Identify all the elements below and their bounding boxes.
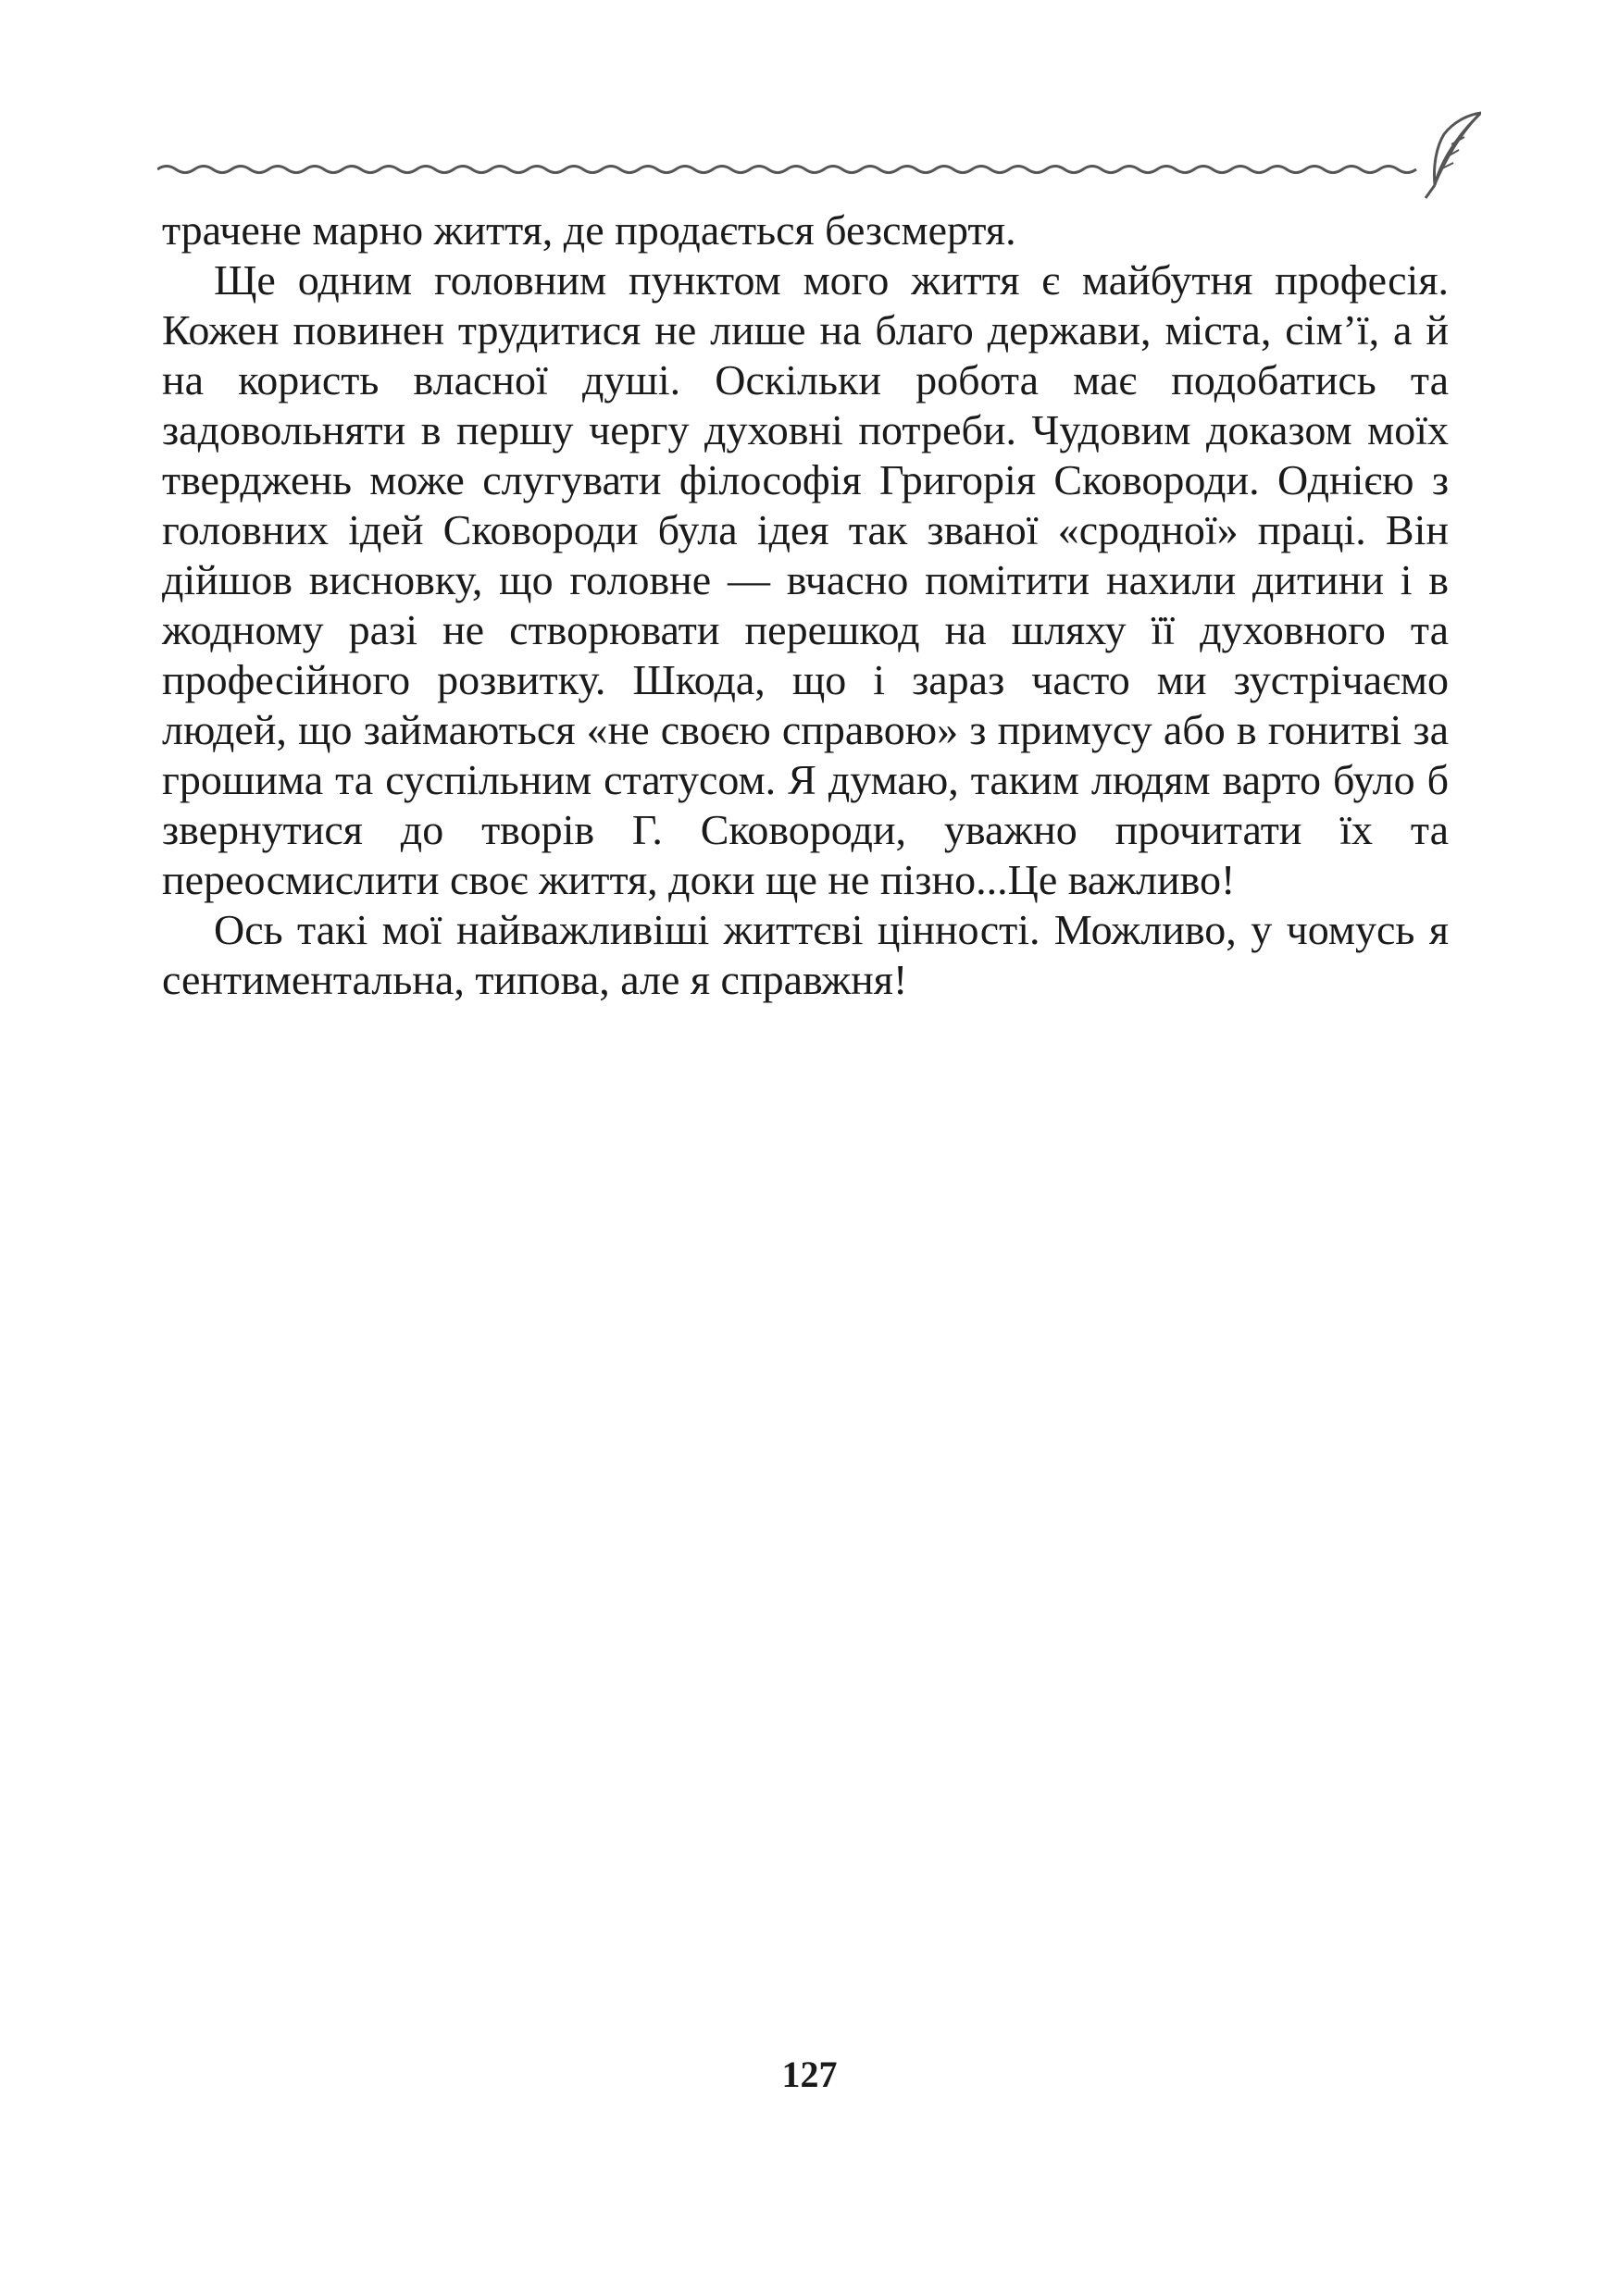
page-number: 127: [781, 2054, 838, 2095]
quill-feather-icon: [1426, 113, 1481, 198]
wavy-line: [157, 167, 1416, 173]
paragraph-conclusion: Ось такі мої найважливіші життєві цінності. Можливо, у чомусь я сентиментальна, типова, але я справжня!: [162, 906, 1449, 1003]
paragraph-continuation: трачене марно життя, де продається безсмертя.: [162, 206, 1016, 254]
header-wave-divider: [157, 97, 1481, 199]
paragraph-profession: Ще одним головним пунктом мого життя є майбутня професія. Кожен повинен трудитися не лише на благо держави, міста, сім’ї, а й на користь власної душі. Оскільки робота має подобатись та задовольняти в першу чергу духовні потреби. Чудовим доказом моїх тверджень може слугувати філософія Григорія Сковороди. Однією з головних ідей Сковороди була ідея так званої «сродної» праці. Він дійшов висновку, що головне — вчасно помітити нахили дитини і в жодному разі не створювати перешкод на шляху її духовного та професійного розвитку. Шкода, що і зараз часто ми зустрічаємо людей, що займаються «не своєю справою» з примусу або в гонитві за грошима та суспільним статусом. Я думаю, таким людям варто було б звернутися до творів Г. Сковороди, уважно прочитати їх та переосмислити своє життя, доки ще не пізно...Це важливо!: [162, 256, 1449, 903]
body-text: [162, 205, 1449, 1005]
